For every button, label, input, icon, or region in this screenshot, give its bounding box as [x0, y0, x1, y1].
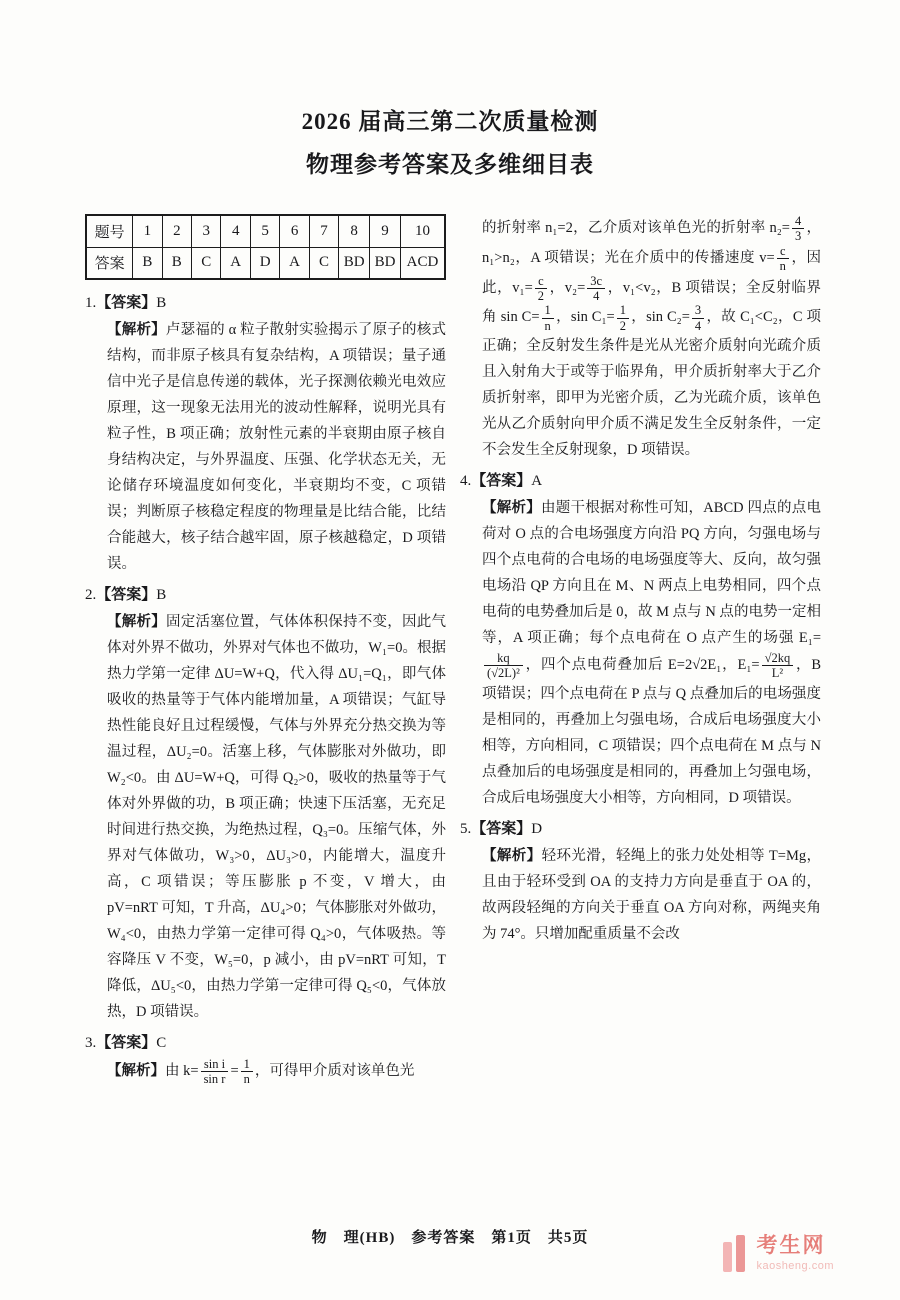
question-number-cell: 10 [400, 215, 445, 247]
right-column [460, 212, 821, 1216]
analysis-label: 【解析】 [107, 1063, 165, 1080]
analysis-label: 【解析】 [482, 500, 542, 516]
answer-cell: ACD [400, 247, 445, 279]
answer-value: C [156, 1035, 167, 1051]
fraction: $\frac{√2kq}{\text{L²}}$ [762, 651, 794, 681]
answer-value: D [531, 820, 543, 837]
item-5-heading [460, 816, 821, 843]
analysis-text: 轻环光滑，轻绳上的张力处处相等 T=Mg，且由于轻环受到 OA 的支持力方向是垂直于 OA 的，故两段轻绳的方向关于垂直 OA 方向对称，两绳夹角为 74°。只增加配重质量不会改 [482, 847, 821, 942]
item-4-analysis [482, 495, 821, 811]
item-number: 2. [85, 587, 97, 603]
fraction: $\frac{3c}{4}$ [587, 274, 605, 304]
item-3-analysis [107, 1057, 446, 1087]
item-3-heading [85, 1030, 446, 1057]
analysis-text: 由题干根据对称性可知，ABCD 四点的点电荷对 O 点的合电场强度方向沿 PQ 方向，匀强电场与四个点电荷的合电场的电场强度等大、反向，故匀强电场沿 QP 方向且在 M、N 两点上电势相同，四个点电荷的电势叠加后是 0，故 M 点与 N 点的电势一定相等，A 项正确；每个点电荷在 O 点产生的场强 E₁= $\frac{kq}{\text{(√2L)²}}$ ，四个点电荷叠加后 E=2√2E₁，E₁= $\frac{√2kq}{\text{L²}}$ ，B 项错误；四个点电荷在 P 点与 Q 点叠加后的电场强度是相同的，再叠加上匀强电场，合成后电场强度大小相等，方向相同，C 项错误；四个点电荷在 M 点与 N 点叠加后的电场强度是相同的，再叠加上匀强电场，合成后电场强度大小相等，方向相同，D 项错误。 [482, 500, 821, 806]
answer-cell: BD [370, 247, 401, 279]
fraction: $\frac{\text{sin i}}{\text{sin r}}$ [201, 1057, 229, 1087]
answer-item-1 [85, 290, 446, 577]
analysis-label: 【解析】 [482, 847, 542, 864]
answer-item-5 [460, 816, 821, 947]
answer-cell: D [250, 247, 279, 279]
analysis-label: 【解析】 [107, 614, 166, 630]
analysis-text: 由 k= $\frac{\text{sin i}}{\text{sin r}}$ = $\frac{1}{n}$ ，可得甲介质对该单色光 [165, 1057, 415, 1087]
answer-cell: C [309, 247, 338, 279]
answer-summary-table [85, 214, 446, 280]
question-number-cell: 7 [309, 215, 338, 247]
watermark [723, 1233, 834, 1277]
item-number: 3. [85, 1035, 97, 1051]
question-number-cell: 1 [133, 215, 162, 247]
analysis-text: 卢瑟福的 α 粒子散射实验揭示了原子的核式结构，而非原子核具有复杂结构，A 项错误；量子通信中光子是信息传递的载体，光子探测依赖光电效应原理，这一现象无法用光的波动性解释，说明光具有粒子性，B 项正确；放射性元素的半衰期由原子核自身结构决定，与外界温度、压强、化学状态无关，无论储存环境温度如何变化，半衰期均不变，C 项错误；判断原子核稳定程度的物理量是比结合能，比结合能越大，核子结合越牢固，原子核越稳定，D 项错误。 [107, 322, 446, 572]
item-2-analysis [107, 609, 446, 1025]
answer-label: 【答案】 [471, 820, 532, 837]
document-title-line1: 2026 届高三第二次质量检测 [301, 109, 599, 134]
fraction: $\frac{4}{3}$ [792, 214, 804, 244]
watermark-site-name: 考生网 [756, 1234, 826, 1257]
table-row-answers [86, 247, 445, 279]
question-number-cell: 8 [339, 215, 370, 247]
answer-value: A [531, 473, 543, 489]
question-number-cell: 9 [370, 215, 401, 247]
answer-cell: A [280, 247, 309, 279]
fraction: $\frac{1}{n}$ [542, 303, 554, 333]
answer-label: 【答案】 [96, 295, 157, 311]
answer-label: 【答案】 [471, 473, 532, 489]
left-column [85, 212, 446, 1216]
fraction: $\frac{c}{2}$ [535, 274, 547, 304]
answer-label: 【答案】 [96, 587, 157, 603]
answer-cell: BD [339, 247, 370, 279]
answer-item-4 [460, 468, 821, 811]
item-4-heading [460, 468, 821, 495]
question-number-cell: 2 [162, 215, 191, 247]
item-5-analysis [482, 843, 821, 947]
answer-item-2 [85, 582, 446, 1025]
fraction: $\frac{c}{n}$ [777, 244, 789, 274]
answer-cell: C [192, 247, 221, 279]
item-3-analysis-continued [482, 214, 821, 463]
answer-cell: A [221, 247, 250, 279]
question-number-cell: 4 [221, 215, 250, 247]
item-number: 1. [85, 295, 97, 311]
document-title-line2: 物理参考答案及多维细目表 [306, 152, 594, 177]
answer-value: B [156, 587, 167, 603]
content-columns [85, 212, 822, 1216]
item-1-analysis [107, 317, 446, 577]
watermark-site-url: kaosheng.com [756, 1260, 834, 1272]
kaosheng-logo-icon [723, 1233, 749, 1277]
question-number-cell: 6 [280, 215, 309, 247]
table-label-answer: 答案 [86, 247, 133, 279]
fraction: $\frac{1}{n}$ [241, 1057, 253, 1087]
item-number: 4. [460, 473, 472, 489]
fraction: $\frac{kq}{\text{(√2L)²}}$ [484, 651, 523, 681]
answer-value: B [156, 295, 167, 311]
fraction: $\frac{3}{4}$ [692, 303, 704, 333]
item-2-heading [85, 582, 446, 609]
watermark-text [756, 1233, 834, 1274]
logo-bar-right [736, 1235, 745, 1272]
table-row-question-numbers [86, 215, 445, 247]
item-1-heading [85, 290, 446, 317]
item-number: 5. [460, 820, 472, 837]
page-footer: 物 理(HB) 参考答案 第1页 共5页 [311, 1230, 589, 1246]
question-number-cell: 5 [250, 215, 279, 247]
answer-cell: B [133, 247, 162, 279]
question-number-cell: 3 [192, 215, 221, 247]
analysis-label: 【解析】 [107, 322, 166, 338]
answer-cell: B [162, 247, 191, 279]
analysis-text: 的折射率 n₁=2，乙介质对该单色光的折射率 n₂= $\frac{4}{3}$ ，n₁>n₂，A 项错误；光在介质中的传播速度 v= $\frac{c}{n}$ ，因此，v₁= $\frac{c}{2}$ ，v₂= $\frac{3c}{4}$ ，v₁<v₂，B 项错误；全反射临界角 sin C= $\frac{1}{n}$ ，sin C₁= $\frac{1}{2}$ ，sin C₂= $\frac{3}{4}$ ，故 C₁<C₂，C 项正确；全反射发生条件是光从光密介质射向光疏介质且入射角大于或等于临界角，甲介质折射率大于乙介质折射率，即甲为光密介质，乙为光疏介质，该单色光从乙介质射向甲介质不满足发生全反射条件，一定不会发生全反射现象，D 项错误。 [482, 214, 821, 458]
answer-label: 【答案】 [96, 1035, 157, 1051]
logo-bar-left [723, 1242, 732, 1272]
fraction: $\frac{1}{2}$ [617, 303, 629, 333]
analysis-text: 固定活塞位置，气体体积保持不变，因此气体对外界不做功，外界对气体也不做功，W₁=0。根据热力学第一定律 ΔU=W+Q，代入得 ΔU₁=Q₁，即气体吸收的热量等于气体内能增加量，A 项错误；气缸导热性能良好且过程缓慢，气体与外界充分热交换为等温过程，ΔU₂=0。活塞上移，气体膨胀对外做功，即 W₂<0。由 ΔU=W+Q，可得 Q₂>0，吸收的热量等于气体对外界做的功，B 项正确；快速下压活塞，无充足时间进行热交换，为绝热过程，Q₃=0。压缩气体，外界对气体做功，W₃>0，ΔU₃>0，内能增大，温度升高，C 项错误；等压膨胀 p 不变，V 增大，由 pV=nRT 可知，T 升高，ΔU₄>0；气体膨胀对外做功，W₄<0，由热力学第一定律可得 Q₄>0，气体吸热。等容降压 V 不变，W₅=0，p 减小，由 pV=nRT 可知，T 降低，ΔU₅<0，由热力学第一定律可得 Q₅<0，气体放热，D 项错误。 [107, 614, 446, 1020]
table-label-question-number: 题号 [86, 215, 133, 247]
answer-item-3 [85, 1030, 446, 1087]
